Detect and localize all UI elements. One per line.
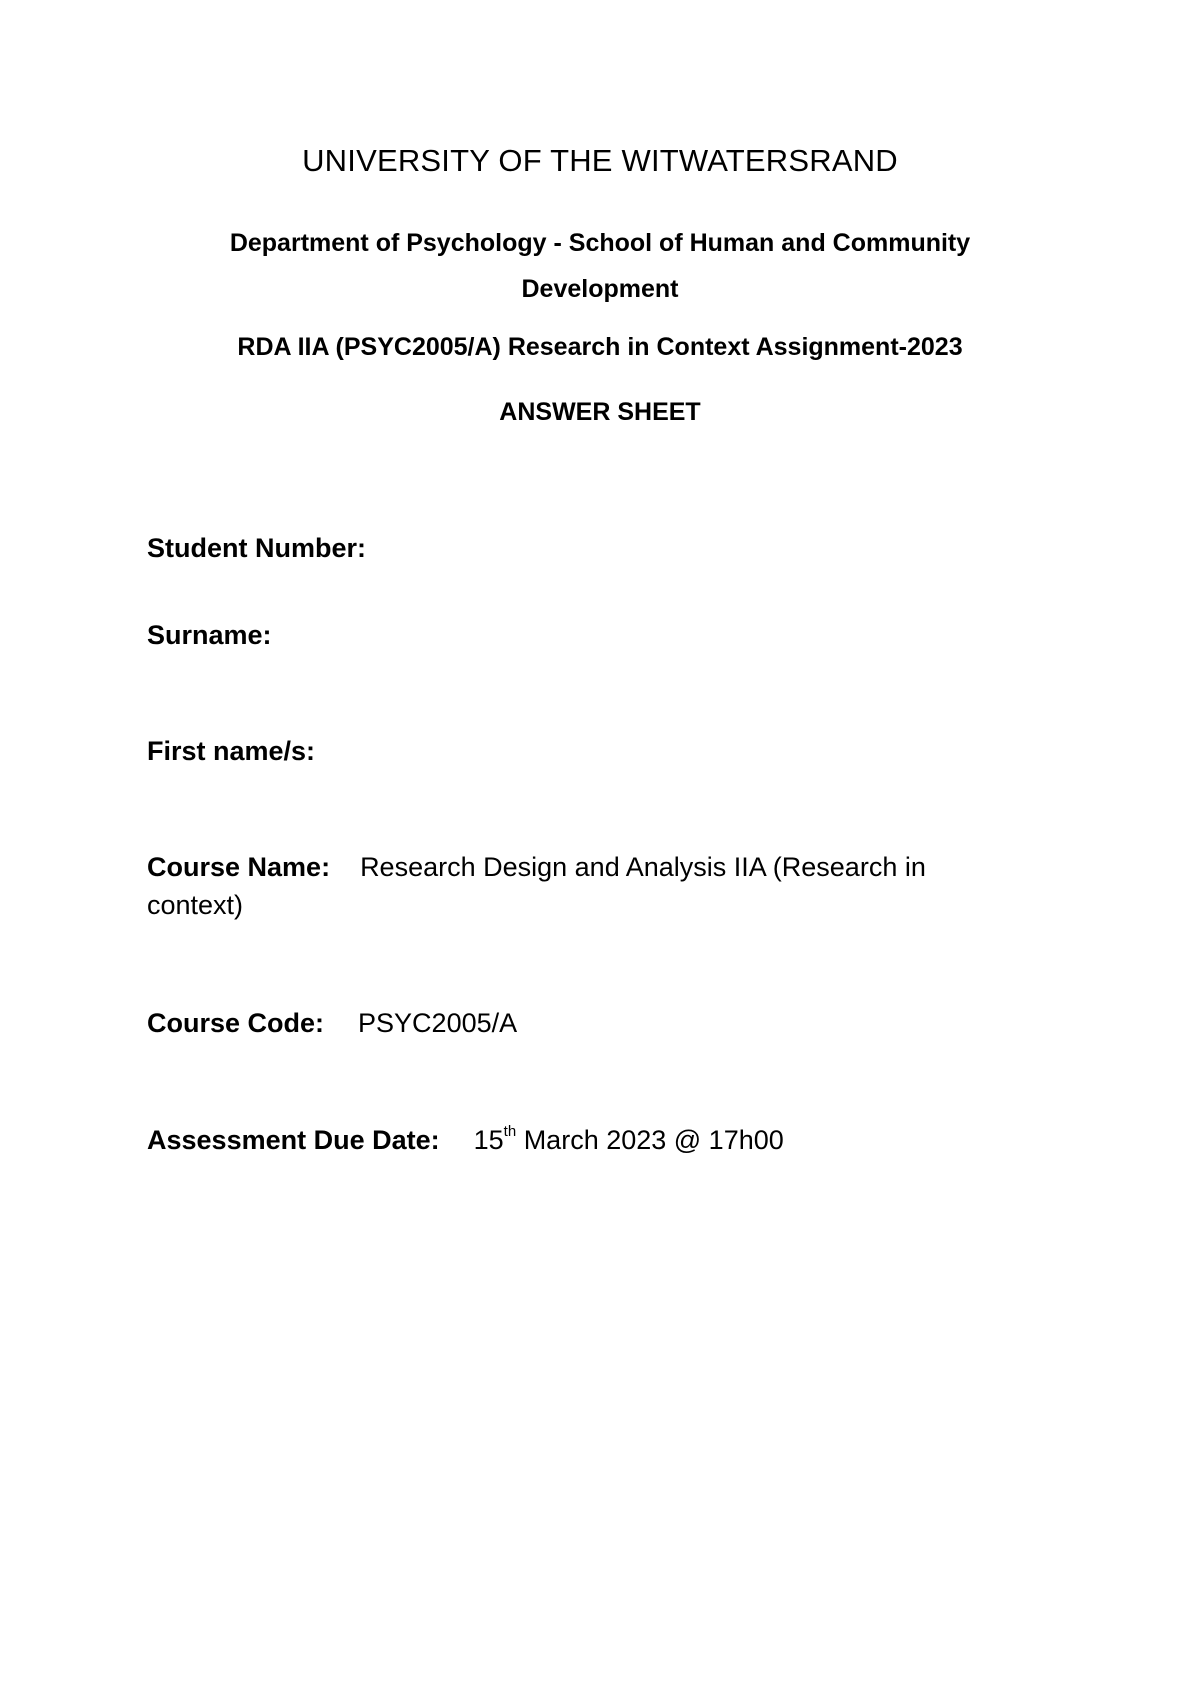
course-name-value: Research Design and Analysis IIA (Research in context) — [147, 852, 926, 920]
first-names-label: First name/s: — [147, 736, 316, 766]
surname-field — [147, 616, 1007, 654]
course-code-value: PSYC2005/A — [358, 1008, 518, 1038]
due-date-suffix: th — [503, 1123, 517, 1140]
student-number-label: Student Number: — [147, 533, 366, 563]
answer-sheet-title: ANSWER SHEET — [499, 398, 701, 426]
course-code-field — [147, 1004, 1007, 1042]
first-names-field — [147, 732, 1007, 770]
university-title: UNIVERSITY OF THE WITWATERSRAND — [302, 143, 898, 178]
course-name-label: Course Name: — [147, 852, 331, 882]
due-date-field — [147, 1121, 1007, 1159]
due-date-rest: March 2023 @ 17h00 — [516, 1125, 784, 1155]
course-name-field — [147, 848, 1007, 924]
student-number-field — [147, 529, 1007, 567]
assignment-title: RDA IIA (PSYC2005/A) Research in Context Assignment-2023 — [237, 333, 963, 361]
due-date-value — [474, 1125, 784, 1155]
course-code-label: Course Code: — [147, 1008, 325, 1038]
due-date-day: 15 — [473, 1125, 504, 1155]
due-date-label: Assessment Due Date: — [147, 1125, 440, 1155]
department-heading: Department of Psychology - School of Human and Community Development — [229, 229, 971, 303]
surname-label: Surname: — [147, 620, 272, 650]
